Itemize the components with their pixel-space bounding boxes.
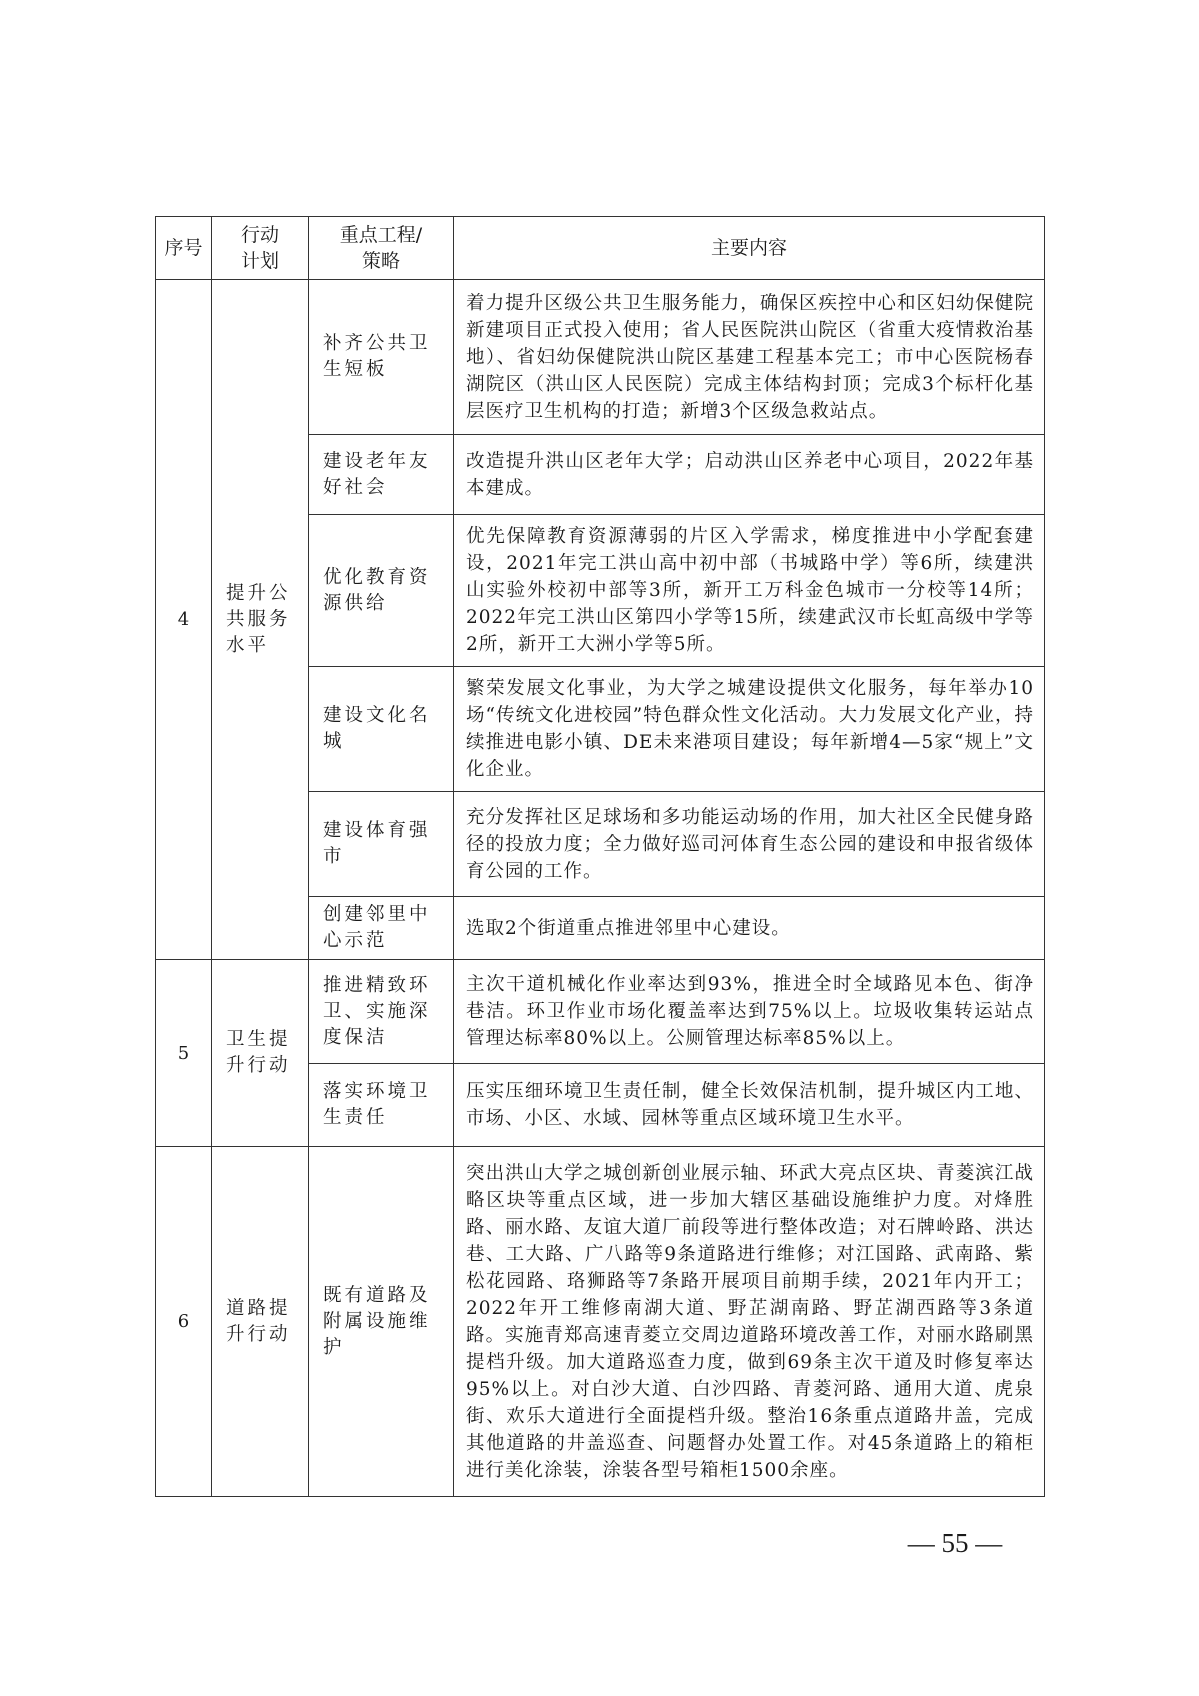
header-plan: 行动 计划 [212,217,309,280]
key-project: 补齐公共卫生短板 [309,280,454,435]
main-content: 压实压细环境卫生责任制，健全长效保洁机制，提升城区内工地、市场、小区、水域、园林等重点区域环境卫生水平。 [454,1064,1045,1147]
page-number: — 55 — [907,1528,1003,1558]
main-content: 优先保障教育资源薄弱的片区入学需求，梯度推进中小学配套建设，2021年完工洪山高中初中部（书城路中学）等6所，续建洪山实验外校初中部等3所，新开工万科金色城市一分校等14所；2022年完工洪山区第四小学等15所，续建武汉市长虹高级中学等2所，新开工大洲小学等5所。 [454,515,1045,667]
plan-table [155,216,1045,1497]
main-content: 主次干道机械化作业率达到93%，推进全时全域路见本色、街净巷洁。环卫作业市场化覆盖率达到75%以上。垃圾收集转运站点管理达标率80%以上。公厕管理达标率85%以上。 [454,960,1045,1064]
key-project: 建设文化名城 [309,667,454,792]
table-header-row [156,217,1045,280]
table-row [156,280,1045,435]
header-content: 主要内容 [454,217,1045,280]
main-content: 突出洪山大学之城创新创业展示轴、环武大亮点区块、青菱滨江战略区块等重点区域，进一步加大辖区基础设施维护力度。对烽胜路、丽水路、友谊大道厂前段等进行整体改造；对石牌岭路、洪达巷、工大路、广八路等9条道路进行维修；对江国路、武南路、紫松花园路、珞狮路等7条路开展项目前期手续，2021年内开工；2022年开工维修南湖大道、野芷湖南路、野芷湖西路等3条道路。实施青郑高速青菱立交周边道路环境改善工作，对丽水路刷黑提档升级。加大道路巡查力度，做到69条主次干道及时修复率达95%以上。对白沙大道、白沙四路、青菱河路、通用大道、虎泉街、欢乐大道进行全面提档升级。整治16条重点道路井盖，完成其他道路的井盖巡查、问题督办处置工作。对45条道路上的箱柜进行美化涂装，涂装各型号箱柜1500余座。 [454,1147,1045,1497]
header-no: 序号 [156,217,212,280]
key-project: 推进精致环卫、实施深度保洁 [309,960,454,1064]
main-content: 改造提升洪山区老年大学；启动洪山区养老中心项目，2022年基本建成。 [454,435,1045,515]
action-plan: 道路提升行动 [212,1147,309,1497]
key-project: 优化教育资源供给 [309,515,454,667]
main-content: 充分发挥社区足球场和多功能运动场的作用，加大社区全民健身路径的投放力度；全力做好巡司河体育生态公园的建设和申报省级体育公园的工作。 [454,792,1045,897]
row-number: 4 [156,280,212,960]
table-row [156,1147,1045,1497]
action-plan: 提升公共服务水平 [212,280,309,960]
header-project: 重点工程/ 策略 [309,217,454,280]
key-project: 建设老年友好社会 [309,435,454,515]
main-content: 着力提升区级公共卫生服务能力，确保区疾控中心和区妇幼保健院新建项目正式投入使用；省人民医院洪山院区（省重大疫情救治基地）、省妇幼保健院洪山院区基建工程基本完工；市中心医院杨春湖院区（洪山区人民医院）完成主体结构封顶；完成3个标杆化基层医疗卫生机构的打造；新增3个区级急救站点。 [454,280,1045,435]
key-project: 既有道路及附属设施维护 [309,1147,454,1497]
key-project: 创建邻里中心示范 [309,897,454,960]
main-content: 繁荣发展文化事业，为大学之城建设提供文化服务，每年举办10场“传统文化进校园”特色群众性文化活动。大力发展文化产业，持续推进电影小镇、DE未来港项目建设；每年新增4—5家“规上”文化企业。 [454,667,1045,792]
key-project: 落实环境卫生责任 [309,1064,454,1147]
action-plan: 卫生提升行动 [212,960,309,1147]
table-row [156,960,1045,1064]
main-content: 选取2个街道重点推进邻里中心建设。 [454,897,1045,960]
row-number: 5 [156,960,212,1147]
row-number: 6 [156,1147,212,1497]
key-project: 建设体育强市 [309,792,454,897]
